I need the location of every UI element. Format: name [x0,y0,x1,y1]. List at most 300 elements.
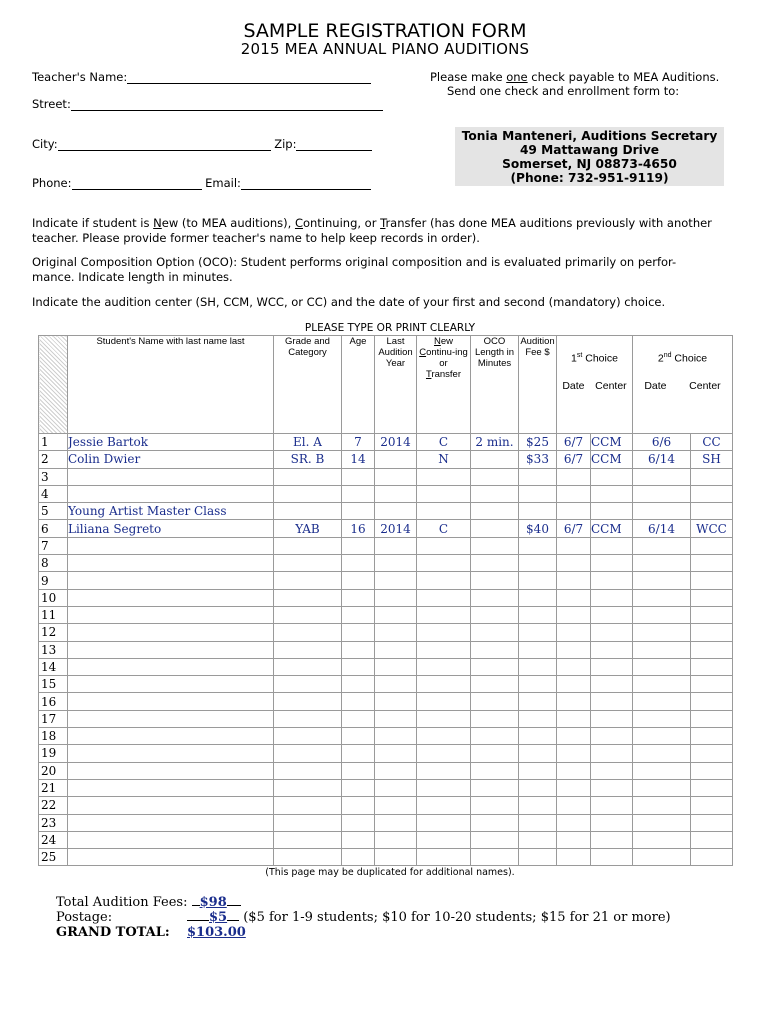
cell-d1[interactable] [557,693,591,710]
cell-c2[interactable] [691,624,733,641]
cell-grade[interactable] [274,606,342,623]
cell-age[interactable] [342,797,375,814]
second-choice-num: 2 [657,352,664,365]
cell-c1[interactable] [591,745,633,762]
cell-d2[interactable] [633,676,691,693]
cell-c2[interactable] [691,658,733,675]
cell-grade[interactable]: YAB [274,520,342,537]
cell-c1[interactable] [591,589,633,606]
cell-status[interactable] [417,814,471,831]
cell-oco[interactable] [471,745,519,762]
cell-c1[interactable] [591,849,633,866]
header-status-c: C [419,347,427,358]
cell-status[interactable] [417,503,471,520]
cell-grade[interactable] [274,641,342,658]
cell-oco[interactable] [471,693,519,710]
cell-oco[interactable] [471,641,519,658]
cell-grade[interactable] [274,589,342,606]
cell-d1[interactable]: 6/7 [557,434,591,451]
street-field[interactable] [71,98,383,111]
cell-c2[interactable] [691,589,733,606]
cell-c1[interactable] [591,572,633,589]
cell-status[interactable] [417,831,471,848]
cell-status[interactable] [417,693,471,710]
postage-value[interactable]: $5 [209,910,228,925]
cell-fee[interactable] [519,572,557,589]
cell-c1[interactable] [591,728,633,745]
cell-age[interactable] [342,658,375,675]
cell-d2[interactable] [633,485,691,502]
cell-oco[interactable] [471,589,519,606]
cell-year[interactable] [375,451,417,468]
cell-d2[interactable] [633,745,691,762]
cell-d2[interactable] [633,762,691,779]
cell-num: 1 [39,434,68,451]
cell-year[interactable]: 2014 [375,434,417,451]
cell-fee[interactable]: $33 [519,451,557,468]
cell-d2[interactable] [633,537,691,554]
cell-fee[interactable] [519,555,557,572]
cell-status[interactable] [417,745,471,762]
cell-d2[interactable] [633,641,691,658]
cell-year[interactable] [375,779,417,796]
cell-d2[interactable] [633,606,691,623]
cell-year[interactable] [375,572,417,589]
cell-d2[interactable] [633,468,691,485]
cell-c2[interactable]: WCC [691,520,733,537]
total-fees-value[interactable]: $98 [199,895,227,910]
cell-name[interactable] [68,589,274,606]
cell-grade[interactable]: SR. B [274,451,342,468]
cell-name[interactable] [68,849,274,866]
cell-d1[interactable] [557,762,591,779]
cell-grade[interactable] [274,468,342,485]
cell-name[interactable] [68,797,274,814]
cell-d2[interactable] [633,797,691,814]
cell-name[interactable] [68,762,274,779]
cell-fee[interactable] [519,658,557,675]
cell-c1[interactable] [591,814,633,831]
cell-d1[interactable] [557,537,591,554]
cell-oco[interactable] [471,728,519,745]
cell-fee[interactable] [519,728,557,745]
cell-fee[interactable] [519,849,557,866]
cell-d1[interactable] [557,797,591,814]
cell-status[interactable] [417,849,471,866]
cell-c1[interactable] [591,485,633,502]
cell-d1[interactable] [557,779,591,796]
cell-grade[interactable] [274,624,342,641]
cell-oco[interactable] [471,606,519,623]
second-choice-sup: nd [663,352,672,359]
cell-c2[interactable] [691,537,733,554]
cell-age[interactable] [342,624,375,641]
cell-status[interactable] [417,676,471,693]
cell-name[interactable] [68,606,274,623]
cell-c2[interactable] [691,779,733,796]
table-row [39,451,733,468]
cell-c1[interactable] [591,606,633,623]
cell-c2[interactable] [691,485,733,502]
cell-year[interactable] [375,503,417,520]
cell-d1[interactable] [557,468,591,485]
cell-d1[interactable] [557,606,591,623]
cell-fee[interactable] [519,641,557,658]
cell-year[interactable] [375,555,417,572]
cell-oco[interactable] [471,520,519,537]
cell-c2[interactable]: CC [691,434,733,451]
email-field[interactable] [241,177,371,190]
cell-oco[interactable] [471,710,519,727]
cell-c1[interactable]: CCM [591,434,633,451]
cell-c1[interactable] [591,779,633,796]
cell-c1[interactable] [591,641,633,658]
cell-c2[interactable] [691,693,733,710]
cell-age[interactable]: 14 [342,451,375,468]
cell-oco[interactable] [471,676,519,693]
cell-c2[interactable] [691,849,733,866]
cell-fee[interactable] [519,589,557,606]
cell-d1[interactable] [557,555,591,572]
cell-year[interactable] [375,485,417,502]
cell-name[interactable]: Liliana Segreto [68,520,274,537]
cell-d1[interactable] [557,641,591,658]
cell-d1[interactable] [557,589,591,606]
cell-fee[interactable] [519,779,557,796]
cell-oco[interactable] [471,779,519,796]
cell-year[interactable]: 2014 [375,520,417,537]
cell-fee[interactable] [519,503,557,520]
cell-name[interactable] [68,693,274,710]
cell-num: 19 [39,745,68,762]
cell-num: 23 [39,814,68,831]
cell-c1[interactable] [591,710,633,727]
cell-c1[interactable] [591,624,633,641]
cell-status[interactable] [417,710,471,727]
cell-oco[interactable]: 2 min. [471,434,519,451]
cell-d1[interactable] [557,710,591,727]
cell-year[interactable] [375,658,417,675]
cell-fee[interactable]: $40 [519,520,557,537]
cell-age[interactable] [342,676,375,693]
phone-field[interactable] [72,177,202,190]
cell-d1[interactable] [557,624,591,641]
cell-d1[interactable] [557,728,591,745]
cell-fee[interactable] [519,710,557,727]
cell-oco[interactable] [471,572,519,589]
cell-age[interactable] [342,555,375,572]
cell-oco[interactable] [471,849,519,866]
cell-c2[interactable] [691,676,733,693]
cell-status[interactable] [417,589,471,606]
cell-c1[interactable] [591,555,633,572]
cell-d2[interactable] [633,710,691,727]
cell-fee[interactable] [519,831,557,848]
cell-status[interactable] [417,779,471,796]
cell-name[interactable] [68,676,274,693]
cell-year[interactable] [375,814,417,831]
cell-grade[interactable] [274,658,342,675]
cell-age[interactable] [342,485,375,502]
cell-grade[interactable] [274,745,342,762]
cell-year[interactable] [375,745,417,762]
instruction-status [32,216,752,246]
cell-year[interactable] [375,797,417,814]
cell-grade[interactable]: El. A [274,434,342,451]
cell-status[interactable] [417,537,471,554]
city-field[interactable] [58,138,271,151]
cell-oco[interactable] [471,658,519,675]
cell-grade[interactable] [274,814,342,831]
cell-grade[interactable] [274,555,342,572]
cell-c1[interactable] [591,797,633,814]
cell-oco[interactable] [471,537,519,554]
cell-oco[interactable] [471,797,519,814]
cell-age[interactable] [342,728,375,745]
cell-status[interactable] [417,606,471,623]
cell-status[interactable] [417,572,471,589]
cell-fee[interactable] [519,485,557,502]
cell-status[interactable] [417,641,471,658]
cell-fee[interactable] [519,606,557,623]
cell-status[interactable]: N [417,451,471,468]
cell-age[interactable] [342,641,375,658]
cell-year[interactable] [375,849,417,866]
cell-name[interactable]: Jessie Bartok [68,434,274,451]
cell-age[interactable] [342,831,375,848]
cell-c2[interactable] [691,555,733,572]
cell-year[interactable] [375,641,417,658]
cell-grade[interactable] [274,728,342,745]
cell-status[interactable]: C [417,520,471,537]
cell-age[interactable] [342,693,375,710]
cell-grade[interactable] [274,849,342,866]
grand-total-value[interactable]: $103.00 [187,925,246,940]
cell-grade[interactable] [274,762,342,779]
cell-age[interactable] [342,606,375,623]
cell-name[interactable] [68,572,274,589]
cell-c2[interactable] [691,831,733,848]
cell-d1[interactable] [557,831,591,848]
cell-grade[interactable] [274,572,342,589]
cell-status[interactable] [417,555,471,572]
cell-d2[interactable]: 6/14 [633,451,691,468]
phone-label: Phone: [32,176,72,190]
cell-fee[interactable] [519,537,557,554]
cell-d2[interactable] [633,503,691,520]
cell-year[interactable] [375,589,417,606]
cell-oco[interactable] [471,814,519,831]
cell-d1[interactable] [557,745,591,762]
cell-d2[interactable]: 6/14 [633,520,691,537]
cell-grade[interactable] [274,710,342,727]
cell-d2[interactable] [633,589,691,606]
cell-d2[interactable]: 6/6 [633,434,691,451]
cell-c1[interactable] [591,831,633,848]
cell-fee[interactable] [519,797,557,814]
cell-name[interactable] [68,779,274,796]
cell-status[interactable] [417,468,471,485]
cell-age[interactable] [342,589,375,606]
cell-fee[interactable]: $25 [519,434,557,451]
cell-d2[interactable] [633,831,691,848]
cell-c2[interactable] [691,745,733,762]
cell-name[interactable] [68,658,274,675]
teacher-name-field[interactable] [127,71,371,84]
cell-c2[interactable]: SH [691,451,733,468]
cell-age[interactable] [342,745,375,762]
cell-d1[interactable] [557,676,591,693]
cell-d2[interactable] [633,572,691,589]
zip-field[interactable] [296,138,372,151]
cell-fee[interactable] [519,745,557,762]
cell-c1[interactable]: CCM [591,520,633,537]
cell-oco[interactable] [471,762,519,779]
cell-d1[interactable]: 6/7 [557,520,591,537]
cell-age[interactable] [342,537,375,554]
cell-num: 11 [39,606,68,623]
cell-age[interactable] [342,762,375,779]
table-row [39,520,733,537]
cell-c1[interactable] [591,537,633,554]
cell-year[interactable] [375,762,417,779]
cell-fee[interactable] [519,693,557,710]
cell-c2[interactable] [691,797,733,814]
cell-grade[interactable] [274,831,342,848]
cell-grade[interactable] [274,797,342,814]
cell-year[interactable] [375,676,417,693]
cell-status[interactable] [417,797,471,814]
cell-age[interactable] [342,814,375,831]
cell-age[interactable]: 7 [342,434,375,451]
cell-status[interactable] [417,728,471,745]
cell-oco[interactable] [471,831,519,848]
cell-d2[interactable] [633,693,691,710]
cell-d2[interactable] [633,624,691,641]
cell-d2[interactable] [633,814,691,831]
cell-year[interactable] [375,710,417,727]
cell-d2[interactable] [633,849,691,866]
cell-c1[interactable] [591,468,633,485]
cell-fee[interactable] [519,762,557,779]
cell-name[interactable] [68,641,274,658]
cell-grade[interactable] [274,537,342,554]
cell-name[interactable] [68,624,274,641]
cell-d2[interactable] [633,728,691,745]
header-oco: OCO Length in Minutes [471,336,519,434]
cell-name[interactable] [68,485,274,502]
postage-lead [187,920,209,921]
cell-name[interactable]: Colin Dwier [68,451,274,468]
cell-year[interactable] [375,831,417,848]
cell-name[interactable] [68,814,274,831]
cell-c1[interactable]: CCM [591,451,633,468]
cell-d1[interactable] [557,849,591,866]
cell-c2[interactable] [691,814,733,831]
cell-d2[interactable] [633,555,691,572]
cell-grade[interactable] [274,676,342,693]
cell-oco[interactable] [471,503,519,520]
cell-age[interactable] [342,503,375,520]
cell-year[interactable] [375,537,417,554]
cell-status[interactable] [417,762,471,779]
cell-age[interactable] [342,779,375,796]
second-choice-title [633,350,732,365]
cell-year[interactable] [375,693,417,710]
address-street: 49 Mattawang Drive [519,143,660,157]
cell-c1[interactable] [591,503,633,520]
cell-year[interactable] [375,624,417,641]
cell-name[interactable] [68,728,274,745]
cell-name[interactable] [68,468,274,485]
cell-c2[interactable] [691,762,733,779]
cell-grade[interactable] [274,693,342,710]
cell-age[interactable] [342,572,375,589]
cell-fee[interactable] [519,624,557,641]
cell-age[interactable] [342,468,375,485]
cell-year[interactable] [375,728,417,745]
cell-fee[interactable] [519,676,557,693]
table-row [39,606,733,623]
cell-d1[interactable] [557,814,591,831]
cell-fee[interactable] [519,468,557,485]
cell-age[interactable] [342,710,375,727]
cell-d1[interactable]: 6/7 [557,451,591,468]
cell-d1[interactable] [557,503,591,520]
cell-c2[interactable] [691,468,733,485]
cell-c1[interactable] [591,762,633,779]
cell-oco[interactable] [471,468,519,485]
cell-fee[interactable] [519,814,557,831]
cell-status[interactable] [417,485,471,502]
cell-c2[interactable] [691,572,733,589]
cell-c1[interactable] [591,658,633,675]
cell-c1[interactable] [591,676,633,693]
cell-c1[interactable] [591,693,633,710]
cell-grade[interactable] [274,485,342,502]
cell-c2[interactable] [691,728,733,745]
cell-d2[interactable] [633,779,691,796]
cell-oco[interactable] [471,555,519,572]
cell-grade[interactable] [274,779,342,796]
cell-c2[interactable] [691,606,733,623]
cell-c2[interactable] [691,641,733,658]
cell-c2[interactable] [691,503,733,520]
cell-year[interactable] [375,606,417,623]
cell-d1[interactable] [557,572,591,589]
cell-status[interactable]: C [417,434,471,451]
cell-d1[interactable] [557,658,591,675]
cell-status[interactable] [417,624,471,641]
cell-oco[interactable] [471,485,519,502]
cell-age[interactable] [342,849,375,866]
cell-name[interactable]: Young Artist Master Class [68,503,274,520]
cell-d1[interactable] [557,485,591,502]
cell-oco[interactable] [471,624,519,641]
cell-name[interactable] [68,710,274,727]
cell-age[interactable]: 16 [342,520,375,537]
cell-year[interactable] [375,468,417,485]
cell-name[interactable] [68,555,274,572]
cell-name[interactable] [68,537,274,554]
cell-name[interactable] [68,831,274,848]
cell-d2[interactable] [633,658,691,675]
cell-name[interactable] [68,745,274,762]
cell-c2[interactable] [691,710,733,727]
cell-status[interactable] [417,658,471,675]
cell-grade[interactable] [274,503,342,520]
cell-oco[interactable] [471,451,519,468]
